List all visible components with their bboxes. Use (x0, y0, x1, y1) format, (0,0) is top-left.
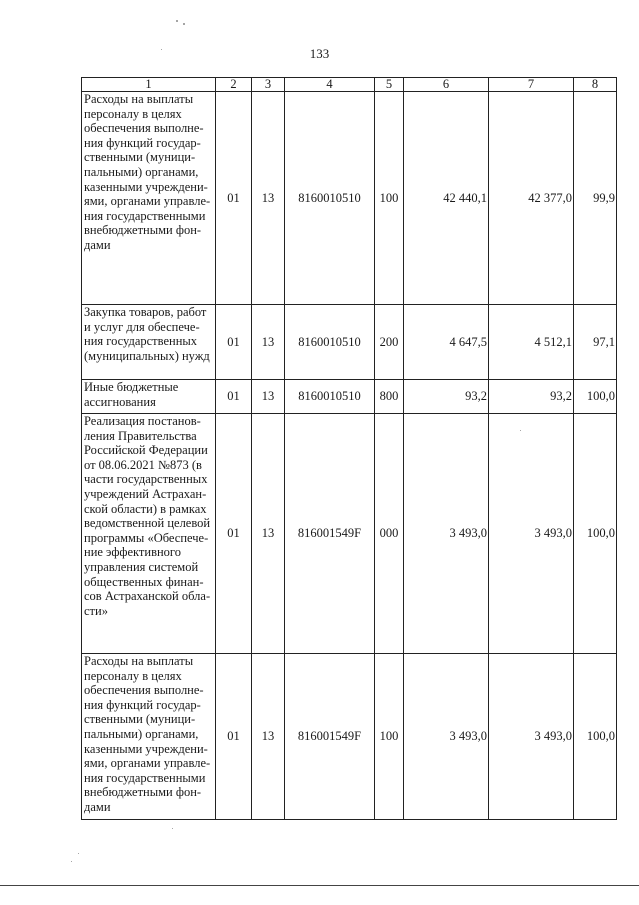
cell-actual: 93,2 (489, 380, 574, 414)
cell-plan: 4 647,5 (404, 305, 489, 380)
cell-percent: 100,0 (574, 414, 617, 654)
row-name: Расходы на выплаты персоналу в целях обеспечения выполне-ния функций государ-ственными (муници-пальными) органами, казенными учреждени-ями, органами управле-ния государственными внебюджетными фон-дами (82, 654, 216, 820)
column-header: 6 (404, 78, 489, 92)
cell-section: 01 (216, 380, 252, 414)
cell-expense-type: 100 (375, 92, 404, 305)
cell-actual: 42 377,0 (489, 92, 574, 305)
column-header: 7 (489, 78, 574, 92)
column-header: 2 (216, 78, 252, 92)
cell-plan: 42 440,1 (404, 92, 489, 305)
cell-section: 01 (216, 92, 252, 305)
cell-target-article: 8160010510 (285, 305, 375, 380)
scan-speck (172, 828, 173, 829)
cell-plan: 93,2 (404, 380, 489, 414)
row-name: Иные бюджетные ассигнования (82, 380, 216, 414)
table-row (82, 380, 617, 414)
cell-percent: 100,0 (574, 380, 617, 414)
cell-subsection: 13 (252, 380, 285, 414)
scan-speck (71, 861, 72, 862)
budget-table (81, 77, 617, 820)
column-header: 5 (375, 78, 404, 92)
scan-speck (520, 430, 521, 431)
cell-actual: 3 493,0 (489, 414, 574, 654)
cell-target-article: 816001549F (285, 414, 375, 654)
table-row (82, 92, 617, 305)
scan-speck (176, 20, 178, 22)
table-row (82, 414, 617, 654)
cell-actual: 3 493,0 (489, 654, 574, 820)
cell-target-article: 8160010510 (285, 92, 375, 305)
cell-plan: 3 493,0 (404, 654, 489, 820)
column-header: 3 (252, 78, 285, 92)
cell-subsection: 13 (252, 92, 285, 305)
cell-percent: 100,0 (574, 654, 617, 820)
column-header: 4 (285, 78, 375, 92)
cell-percent: 99,9 (574, 92, 617, 305)
cell-subsection: 13 (252, 305, 285, 380)
cell-percent: 97,1 (574, 305, 617, 380)
cell-expense-type: 100 (375, 654, 404, 820)
table-row (82, 654, 617, 820)
cell-target-article: 8160010510 (285, 380, 375, 414)
cell-plan: 3 493,0 (404, 414, 489, 654)
column-header: 8 (574, 78, 617, 92)
cell-target-article: 816001549F (285, 654, 375, 820)
row-name: Реализация постанов-ления Правительства Российской Федерации от 08.06.2021 №873 (в части государственных учреждений Астрахан-ской области) в рамках ведомственной целевой программы «Обеспече-ние эффективного управления системой общественных финан-сов Астраханской обла-сти» (82, 414, 216, 654)
scan-speck (78, 853, 79, 854)
row-name: Расходы на выплаты персоналу в целях обеспечения выполне-ния функций государ-ственными (муници-пальными) органами, казенными учреждени-ями, органами управле-ния государственными внебюджетными фон-дами (82, 92, 216, 305)
column-header: 1 (82, 78, 216, 92)
table-header-row (82, 78, 617, 92)
cell-section: 01 (216, 414, 252, 654)
row-name: Закупка товаров, работ и услуг для обеспече-ния государственных (муниципальных) нужд (82, 305, 216, 380)
cell-expense-type: 800 (375, 380, 404, 414)
cell-section: 01 (216, 654, 252, 820)
cell-subsection: 13 (252, 414, 285, 654)
cell-actual: 4 512,1 (489, 305, 574, 380)
cell-expense-type: 200 (375, 305, 404, 380)
cell-expense-type: 000 (375, 414, 404, 654)
cell-section: 01 (216, 305, 252, 380)
page-number: 133 (309, 46, 330, 61)
cell-subsection: 13 (252, 654, 285, 820)
table-row (82, 305, 617, 380)
page-bottom-rule (0, 885, 639, 886)
scan-speck (161, 49, 162, 50)
scan-speck (183, 23, 185, 25)
